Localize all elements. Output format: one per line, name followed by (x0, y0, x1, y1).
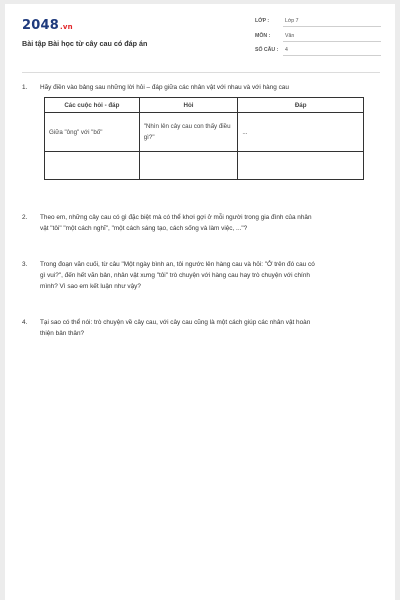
meta-count-label: SỐ CÂU : (255, 47, 279, 53)
table-header-cell: Các cuộc hỏi - đáp (45, 98, 140, 113)
question-text-line: Theo em, những cây cau có gì đặc biệt mà có thể khơi gợi ở mỗi người trong gia đình của nhân (40, 214, 312, 221)
table-cell (45, 152, 140, 180)
question-text-line: gì vui?", đến hết văn bản, nhân vật xưng "tôi" trò chuyện với hàng cau hay trò chuyện với chính (40, 272, 310, 279)
question-2 (22, 212, 387, 236)
meta-subject-label: MÔN : (255, 33, 271, 39)
table-cell (139, 113, 238, 152)
question-number: 2. (22, 214, 28, 221)
question-text (40, 259, 315, 292)
table-header-cell: Đáp (238, 98, 364, 113)
logo-domain: .vn (59, 23, 73, 31)
table-cell (238, 113, 364, 152)
table-cell-text: "Nhìn lên cây cau con thấy điều gì?" (143, 123, 231, 141)
table-header-cell: Hỏi (139, 98, 238, 113)
header-divider (22, 72, 380, 73)
logo-text: 2048 (22, 18, 59, 33)
question-number: 4. (22, 319, 28, 326)
question-4 (22, 317, 387, 341)
table-cell (139, 152, 238, 180)
question-text-line: Tại sao có thể nói: trò chuyện về cây cau, với cây cau cũng là một cách giúp các nhân vật hoàn (40, 319, 311, 326)
question-text-line: Trong đoạn văn cuối, từ câu "Một ngày bình an, tôi ngước lên hàng cau và hỏi: "Ở trên đó cau có (40, 261, 315, 268)
question-number: 1. (22, 84, 28, 91)
meta-underline (283, 41, 381, 42)
meta-class-label: LỚP : (255, 18, 270, 24)
question-3 (22, 259, 387, 294)
site-logo[interactable] (22, 18, 73, 33)
meta-underline (283, 26, 381, 27)
table-row (45, 113, 364, 152)
question-text-line: vật "tôi" "một cách nghĩ", "một cách sáng tạo, cách sống và làm việc, ..."? (40, 225, 248, 232)
page-title: Bài tập Bài học từ cây cau có đáp án (22, 39, 148, 48)
question-text-line: mình? Vì sao em kết luận như vậy? (40, 283, 141, 290)
question-text-line: thiện bản thân? (40, 330, 85, 337)
meta-count-value: 4 (285, 47, 288, 53)
table-header-row (45, 98, 364, 113)
table-cell-text: ... (242, 128, 248, 136)
meta-underline (283, 55, 381, 56)
meta-class-value: Lớp 7 (285, 18, 299, 24)
table-cell (45, 113, 140, 152)
question-text (40, 317, 310, 339)
question-text (40, 212, 312, 234)
answer-table (44, 97, 364, 180)
table-cell (238, 152, 364, 180)
question-number: 3. (22, 261, 28, 268)
document-page (5, 4, 395, 600)
table-row (45, 152, 364, 180)
question-text: Hãy điền vào bảng sau những lời hỏi – đáp giữa các nhân vật với nhau và với hàng cau (40, 84, 289, 91)
table-cell-text: Giữa "ông" với "bố" (49, 128, 103, 136)
meta-subject-value: Văn (285, 33, 295, 39)
question-1 (22, 82, 382, 94)
